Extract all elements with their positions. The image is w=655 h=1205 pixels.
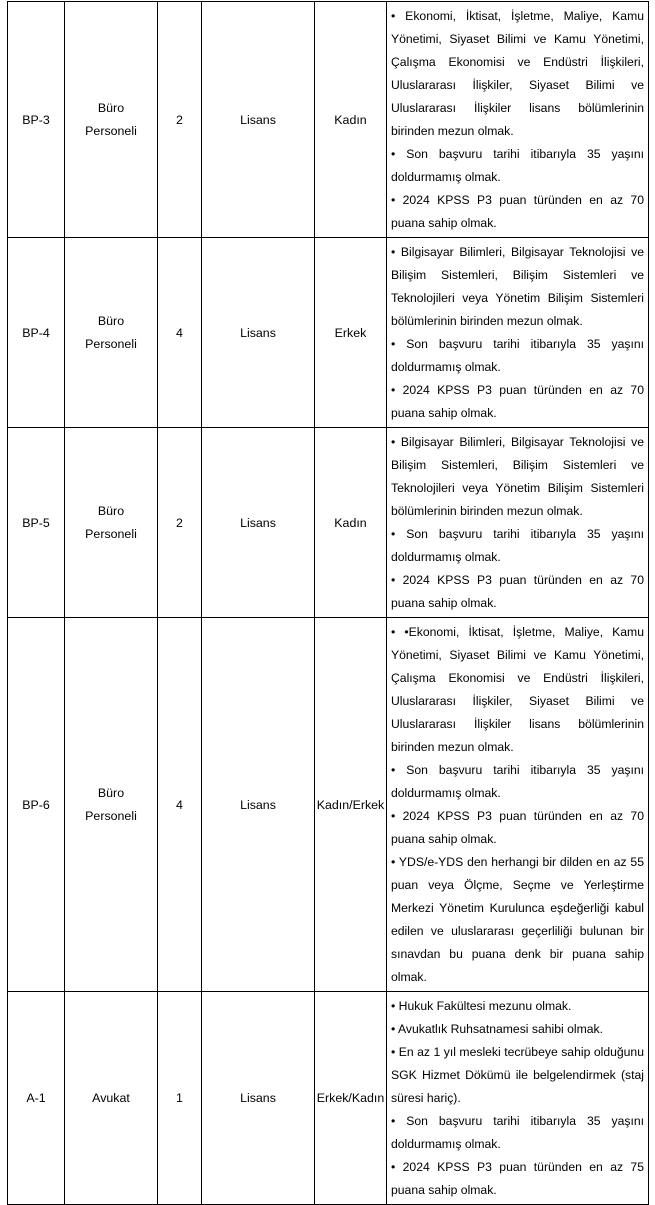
position-title-line2: Personeli [85,526,137,541]
table-row [8,428,649,618]
table-row [8,618,649,992]
position-title [65,238,158,428]
requirements-cell [387,992,649,1205]
requirement-item: • 2024 KPSS P3 puan türünden en az 70 puana sahip olmak. [391,573,644,610]
requirement-item: • 2024 KPSS P3 puan türünden en az 70 puana sahip olmak. [391,809,644,846]
requirement-item: • Son başvuru tarihi itibarıyla 35 yaşını doldurmamış olmak. [391,147,644,184]
requirement-item: • Bilgisayar Bilimleri, Bilgisayar Teknolojisi ve Bilişim Sistemleri, Bilişim Sistemleri ve Teknolojileri veya Yönetim Bilişim Sistemleri bölümlerinin birinden mezun olmak. [391,245,644,328]
position-title-line1: Büro [97,313,125,328]
position-code: A-1 [8,992,65,1205]
requirement-item: • 2024 KPSS P3 puan türünden en az 70 puana sahip olmak. [391,383,644,420]
position-code: BP-6 [8,618,65,992]
gender: Kadın [315,428,387,618]
position-title-line1: Büro [97,503,125,518]
education-level: Lisans [202,992,315,1205]
position-code: BP-4 [8,238,65,428]
position-count: 1 [158,992,202,1205]
education-level: Lisans [202,618,315,992]
position-count: 2 [158,2,202,238]
requirement-item: • Son başvuru tarihi itibarıyla 35 yaşını doldurmamış olmak. [391,1114,644,1151]
requirements-cell [387,428,649,618]
position-title [65,2,158,238]
requirement-item: • Avukatlık Ruhsatnamesi sahibi olmak. [391,1022,604,1036]
position-count: 2 [158,428,202,618]
position-title-line1: Büro [97,100,125,115]
requirements-cell [387,618,649,992]
requirement-item: • 2024 KPSS P3 puan türünden en az 75 puana sahip olmak. [391,1160,644,1197]
requirement-item: • 2024 KPSS P3 puan türünden en az 70 puana sahip olmak. [391,193,644,230]
gender: Erkek/Kadın [315,992,387,1205]
requirement-item: • YDS/e-YDS den herhangi bir dilden en az 55 puan veya Ölçme, Seçme ve Yerleştirme Merkezi Yönetim Kurulunca eşdeğerliği kabul edilen ve uluslararası geçerliliği bulunan bir sınavdan bu puana denk bir puana sahip olmak. [391,855,644,984]
position-code: BP-5 [8,428,65,618]
position-title-line1: Avukat [92,1090,130,1105]
gender: Kadın/Erkek [315,618,387,992]
position-title [65,992,158,1205]
position-title [65,428,158,618]
position-count: 4 [158,238,202,428]
education-level: Lisans [202,2,315,238]
position-title-line2: Personeli [85,123,137,138]
requirements-table [7,1,649,1205]
requirements-cell [387,2,649,238]
requirement-item: • Hukuk Fakültesi mezunu olmak. [391,999,572,1013]
requirement-item: • Ekonomi, İktisat, İşletme, Maliye, Kamu Yönetimi, Siyaset Bilimi ve Kamu Yönetimi, Çalışma Ekonomisi ve Endüstri İlişkileri, Uluslararası İlişkiler, Siyaset Bilimi ve Uluslararası İlişkiler lisans bölümlerinin birinden mezun olmak. [391,9,644,138]
requirements-cell [387,238,649,428]
position-title-line2: Personeli [85,808,137,823]
requirement-item: • Bilgisayar Bilimleri, Bilgisayar Teknolojisi ve Bilişim Sistemleri, Bilişim Sistemleri ve Teknolojileri veya Yönetim Bilişim Sistemleri bölümlerinin birinden mezun olmak. [391,435,644,518]
requirement-item: • Son başvuru tarihi itibarıyla 35 yaşını doldurmamış olmak. [391,527,644,564]
gender: Erkek [315,238,387,428]
position-count: 4 [158,618,202,992]
education-level: Lisans [202,428,315,618]
requirement-item: • •Ekonomi, İktisat, İşletme, Maliye, Kamu Yönetimi, Siyaset Bilimi ve Kamu Yönetimi, Çalışma Ekonomisi ve Endüstri İlişkileri, Uluslararası İlişkiler, Siyaset Bilimi ve Uluslararası İlişkiler lisans bölümlerinin birinden mezun olmak. [391,625,644,754]
requirement-item: • Son başvuru tarihi itibarıyla 35 yaşını doldurmamış olmak. [391,763,644,800]
table-row [8,238,649,428]
table-row [8,992,649,1205]
position-title-line1: Büro [97,785,125,800]
table-body [8,2,649,1205]
table-row [8,2,649,238]
gender: Kadın [315,2,387,238]
position-code: BP-3 [8,2,65,238]
requirement-item: • En az 1 yıl mesleki tecrübeye sahip olduğunu SGK Hizmet Dökümü ile belgelendirmek (staj süresi hariç). [391,1045,644,1105]
position-title [65,618,158,992]
position-title-line2: Personeli [85,336,137,351]
requirement-item: • Son başvuru tarihi itibarıyla 35 yaşını doldurmamış olmak. [391,337,644,374]
education-level: Lisans [202,238,315,428]
